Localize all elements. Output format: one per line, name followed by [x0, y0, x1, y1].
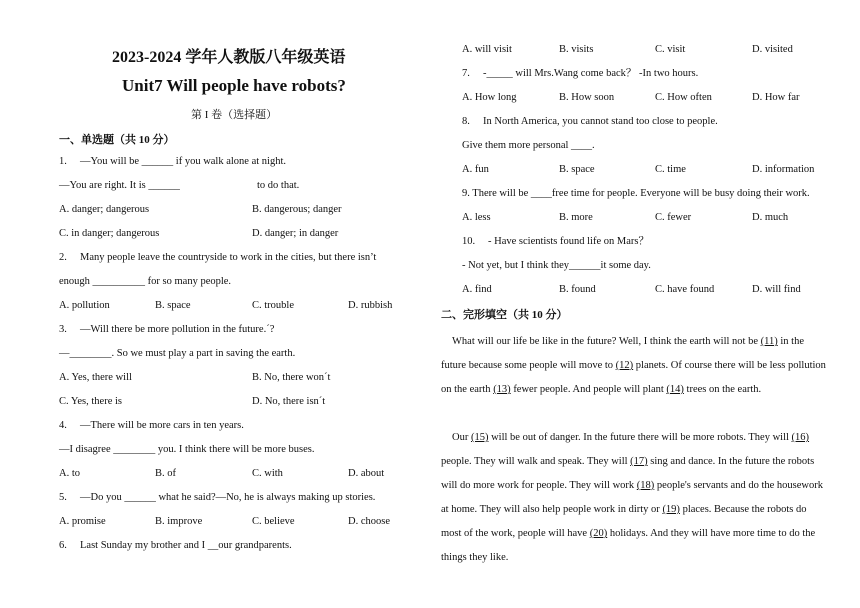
option-d: D. No, there isn´t [252, 396, 326, 407]
cloze-text: people's servants and do the housework at home. They will also help people work in dirty or [441, 480, 823, 515]
question-stem: -_____ will Mrs.Wang come back？ -In two hours. [483, 68, 699, 79]
question-line-end: to do that. [257, 180, 300, 191]
cloze-blank-19: (19) [662, 504, 680, 515]
option-a: A. How long [462, 92, 517, 103]
question-stem: —Will there be more pollution in the future.´? [80, 324, 275, 335]
option-d: D. much [752, 212, 789, 223]
question-line: —________. So we must play a part in saving the earth. [59, 348, 296, 359]
option-d: D. visited [752, 44, 793, 55]
question-stem: 9. There will be ____free time for people. Everyone will be busy doing their work. [462, 188, 810, 199]
option-c: C. trouble [252, 300, 294, 311]
unit-title: Unit7 Will people have robots? [122, 76, 346, 95]
option-b: B. How soon [559, 92, 615, 103]
cloze-text: Our [452, 432, 471, 443]
option-a: A. less [462, 212, 491, 223]
cloze-blank-15: (15) [470, 432, 489, 443]
option-a: A. danger; dangerous [59, 204, 150, 215]
option-c: C. Yes, there is [59, 396, 123, 407]
cloze-text: planets. Of course there will be less pollution on the earth [441, 360, 826, 395]
option-b: B. No, there won´t [252, 372, 331, 383]
question-number: 8. [462, 116, 470, 127]
option-c: C. fewer [655, 212, 692, 223]
question-line: —You are right. It is ______ [59, 180, 180, 191]
cloze-paragraph-2 [441, 426, 826, 570]
question-line: - Not yet, but I think they______it some day. [462, 260, 651, 271]
question-line: Give them more personal ____. [462, 140, 595, 151]
question-stem: Last Sunday my brother and I __our grandparents. [80, 540, 292, 551]
option-d: D. How far [752, 92, 800, 103]
option-c: C. in danger; dangerous [59, 228, 160, 239]
option-b: B. space [559, 164, 595, 175]
cloze-paragraph-1 [441, 330, 826, 402]
cloze-blank-12: (12) [615, 360, 634, 371]
option-a: A. will visit [462, 44, 512, 55]
question-line: —I disagree ________ you. I think there will be more buses. [59, 444, 315, 455]
cloze-blank-16: (16) [791, 432, 810, 443]
option-b: B. improve [155, 516, 203, 527]
option-b: B. more [559, 212, 593, 223]
question-number: 5. [59, 492, 67, 503]
question-stem: —You will be ______ if you walk alone at night. [80, 156, 287, 167]
option-b: B. visits [559, 44, 594, 55]
question-stem: Many people leave the countryside to work in the cities, but there isn’t [80, 252, 377, 263]
section-heading-cloze: 二、完形填空（共 10 分） [441, 309, 568, 321]
volume-label: 第 I 卷（选择题） [191, 109, 278, 121]
cloze-text: What will our life be like in the future? Well, I think the earth will not be [452, 336, 761, 347]
cloze-blank-14: (14) [666, 384, 684, 395]
cloze-blank-20: (20) [589, 528, 608, 539]
question-number: 7. [462, 68, 470, 79]
cloze-text: trees on the earth. [683, 384, 762, 395]
cloze-blank-11: (11) [760, 336, 778, 347]
option-a: A. find [462, 284, 492, 295]
option-a: A. pollution [59, 300, 110, 311]
option-a: A. fun [462, 164, 489, 175]
question-number: 2. [59, 252, 67, 263]
option-b: B. of [155, 468, 176, 479]
option-d: D. choose [348, 516, 390, 527]
question-stem: - Have scientists found life on Mars？ [488, 236, 649, 247]
question-stem: —Do you ______ what he said?—No, he is always making up stories. [80, 492, 376, 503]
cloze-blank-18: (18) [636, 480, 655, 491]
question-stem: In North America, you cannot stand too close to people. [483, 116, 718, 127]
option-c: C. believe [252, 516, 295, 527]
question-number: 6. [59, 540, 67, 551]
page-title: 2023-2024 学年人教版八年级英语 [112, 49, 346, 66]
option-d: D. information [752, 164, 815, 175]
cloze-text: people. They will walk and speak. They will [441, 456, 631, 467]
option-c: C. time [655, 164, 686, 175]
option-a: A. Yes, there will [59, 372, 132, 383]
option-c: C. How often [655, 92, 712, 103]
option-c: C. visit [655, 44, 686, 55]
cloze-text: will be out of danger. In the future there will be more robots. They will [488, 432, 792, 443]
section-heading-choice: 一、单选题（共 10 分） [59, 134, 175, 146]
question-number: 10. [462, 236, 476, 247]
option-b: B. space [155, 300, 191, 311]
option-d: D. will find [752, 284, 801, 295]
cloze-text: holidays. And they will have more time to do the things they like. [441, 528, 816, 563]
option-d: D. about [348, 468, 385, 479]
cloze-text: sing and dance. In the future the robots will do more work for people. They will work [441, 456, 815, 491]
cloze-text: fewer people. And people will plant [510, 384, 667, 395]
option-a: A. to [59, 468, 80, 479]
question-stem: —There will be more cars in ten years. [80, 420, 244, 431]
option-b: B. dangerous; danger [252, 204, 342, 215]
cloze-blank-13: (13) [493, 384, 511, 395]
option-b: B. found [559, 284, 596, 295]
option-a: A. promise [59, 516, 106, 527]
question-line: enough __________ for so many people. [59, 276, 232, 287]
question-number: 1. [59, 156, 67, 167]
cloze-text: in the future because some people will move to [441, 336, 804, 371]
option-c: C. have found [655, 284, 715, 295]
question-number: 4. [59, 420, 67, 431]
question-number: 3. [59, 324, 67, 335]
option-d: D. danger; in danger [252, 228, 339, 239]
option-c: C. with [252, 468, 283, 479]
cloze-text: places. Because the robots do most of the work, people will have [441, 504, 807, 539]
cloze-blank-17: (17) [630, 456, 648, 467]
option-d: D. rubbish [348, 300, 393, 311]
